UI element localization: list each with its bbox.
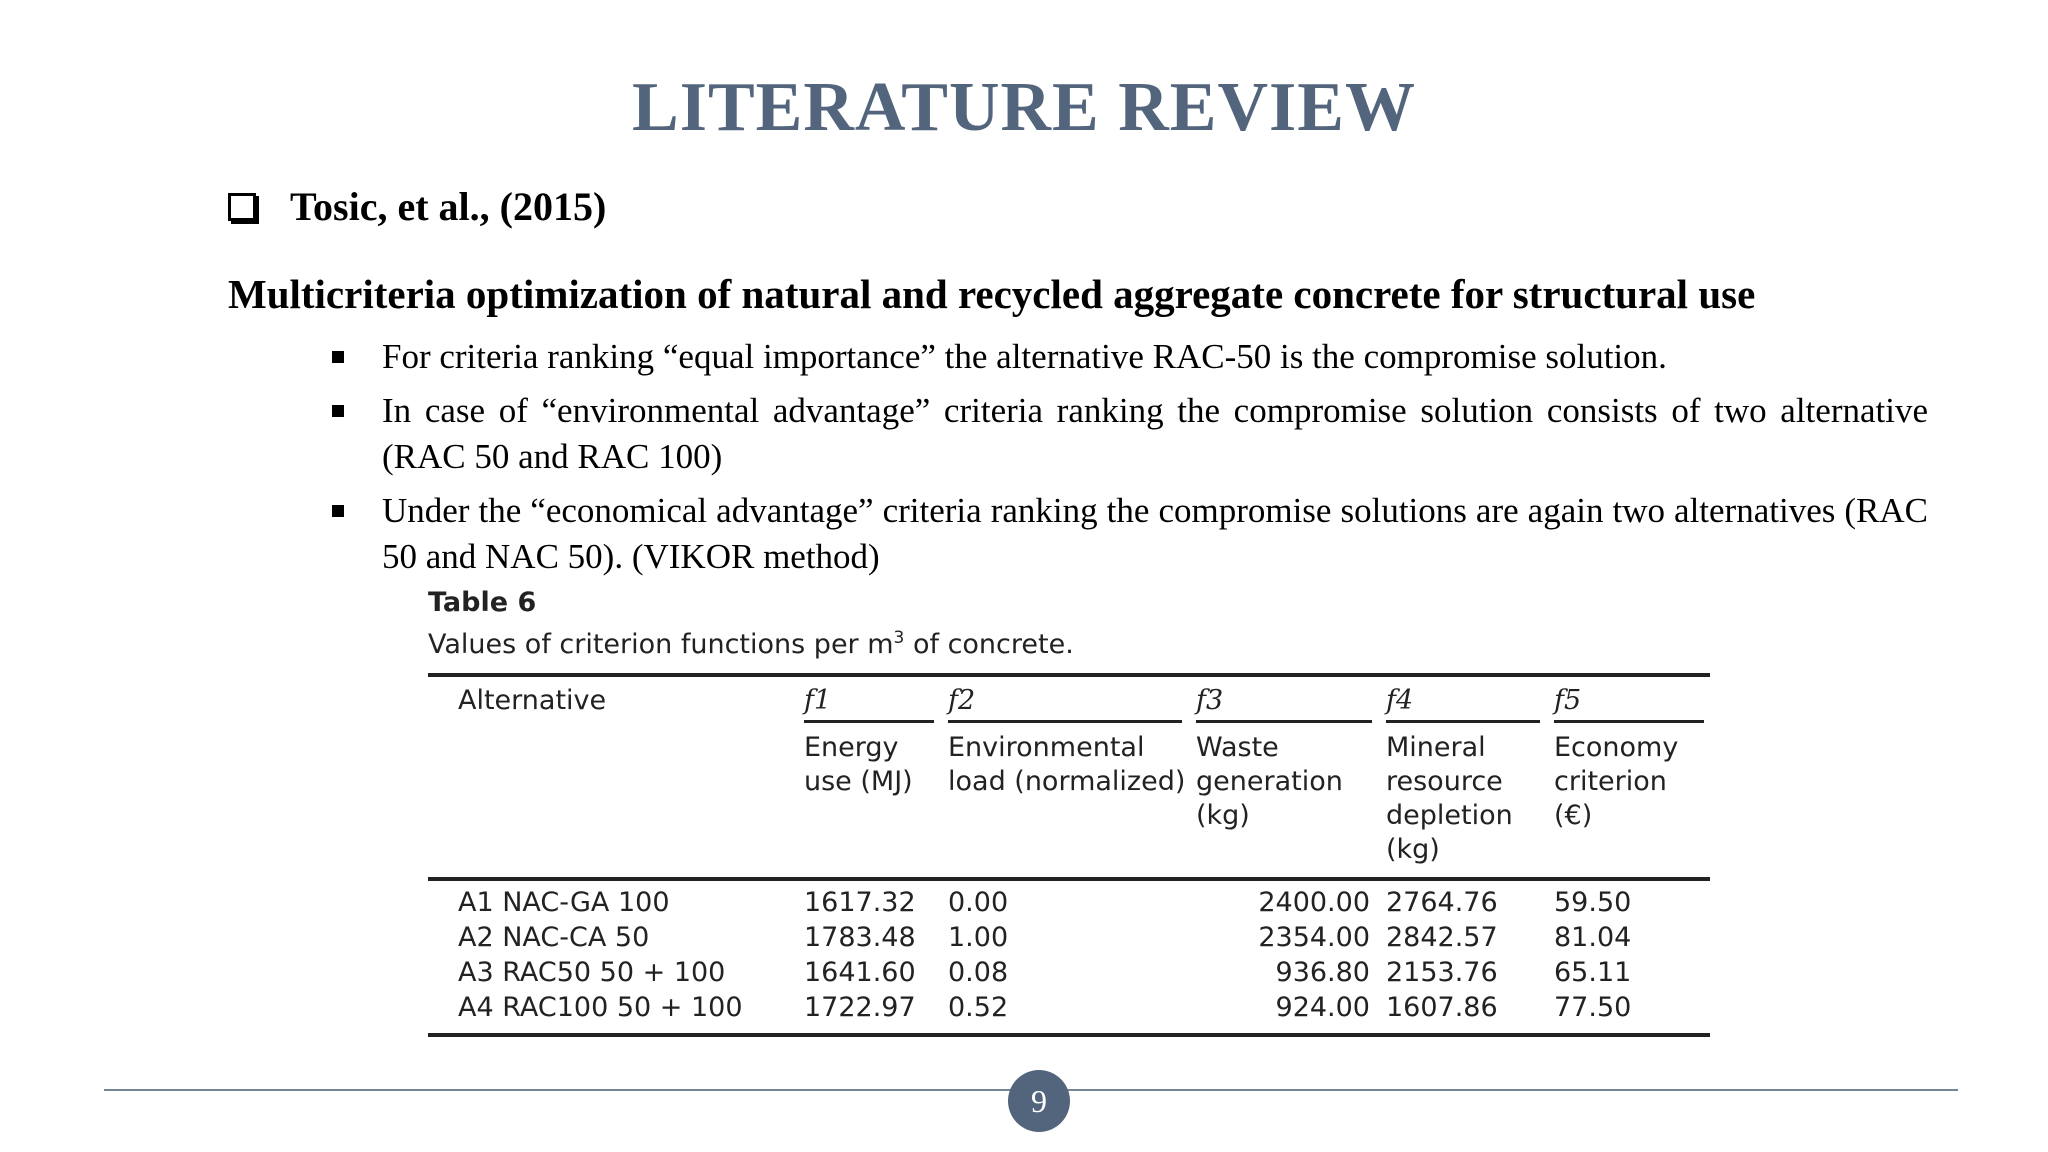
alternative-header: Alternative (428, 675, 796, 723)
slide-title: LITERATURE REVIEW (632, 69, 1416, 146)
table-header-row (428, 675, 1710, 723)
table-cell: 81.04 (1554, 922, 1632, 953)
bullet-text: For criteria ranking “equal importance” the alternative RAC-50 is the compromise solution. (382, 337, 1667, 376)
table-criteria-row (428, 723, 1710, 879)
table-cell: 65.11 (1554, 957, 1632, 988)
table-cell: 77.50 (1546, 986, 1710, 1035)
table-cell: 0.08 (948, 957, 1009, 988)
page-number: 9 (1008, 1070, 1070, 1132)
table-cell: 1607.86 (1378, 986, 1546, 1035)
table-description: Values of criterion functions per $m^3$ of concrete. (428, 628, 1074, 660)
checkbox-bullet-icon (228, 193, 256, 221)
table-caption: Table 6 (428, 587, 537, 618)
table-cell: A3 RAC50 50 + 100 (458, 957, 726, 988)
table-cell: 2400.00 (1258, 887, 1370, 918)
bullet-item (328, 388, 1928, 480)
table-cell: 1641.60 (804, 957, 916, 988)
table-cell: 2153.76 (1386, 957, 1498, 988)
table-cell: 0.52 (940, 986, 1188, 1035)
table-cell: 924.00 (1188, 986, 1378, 1035)
reference-label: Tosic, et al., (2015) (290, 184, 607, 229)
table-row (428, 986, 1710, 1035)
table-cell: 59.50 (1554, 887, 1632, 918)
function-header: f1 (796, 675, 940, 723)
bullet-list (328, 334, 1928, 588)
bullet-text: In case of “environmental advantage” criteria ranking the compromise solution consists of two alternative (RAC 50 and RAC 100) (382, 391, 1928, 476)
table-cell: 1783.48 (804, 922, 916, 953)
table-cell: A1 NAC-GA 100 (458, 887, 670, 918)
criterion-label: Waste generation (kg) (1188, 723, 1378, 879)
table-cell: A2 NAC-CA 50 (458, 922, 650, 953)
table-cell: 1.00 (948, 922, 1009, 953)
table-row (428, 951, 1710, 986)
paper-title: Multicriteria optimization of natural and recycled aggregate concrete for structural use (228, 271, 1756, 317)
table-cell: 2354.00 (1258, 922, 1370, 953)
table-cell: 936.80 (1275, 957, 1370, 988)
function-header: f4 (1378, 675, 1546, 723)
table-row (428, 879, 1710, 916)
criterion-label: Mineral resource depletion (kg) (1378, 723, 1546, 879)
table-row (428, 916, 1710, 951)
square-bullet-icon (332, 351, 344, 363)
table-cell: 1722.97 (796, 986, 940, 1035)
reference-heading (228, 183, 606, 230)
table-figure (428, 586, 1710, 1037)
table-cell: 2764.76 (1386, 887, 1498, 918)
bullet-item (328, 334, 1928, 380)
square-bullet-icon (332, 405, 344, 417)
table-cell: 2842.57 (1386, 922, 1498, 953)
table-cell: 0.00 (948, 887, 1009, 918)
table-cell: A4 RAC100 50 + 100 (428, 986, 796, 1035)
function-header: f5 (1546, 675, 1710, 723)
criterion-label: Energy use (MJ) (796, 723, 940, 879)
table-cell: 1617.32 (804, 887, 916, 918)
function-header: f2 (940, 675, 1188, 723)
bullet-item (328, 488, 1928, 580)
criterion-label: Environmental load (normalized) (940, 723, 1188, 879)
criterion-table (428, 673, 1710, 1037)
square-bullet-icon (332, 505, 344, 517)
criterion-label: Economy criterion (€) (1546, 723, 1710, 879)
function-header: f3 (1188, 675, 1378, 723)
bullet-text: Under the “economical advantage” criteria ranking the compromise solutions are again two alternatives (RAC 50 and NAC 50). (VIKOR method) (382, 491, 1928, 576)
